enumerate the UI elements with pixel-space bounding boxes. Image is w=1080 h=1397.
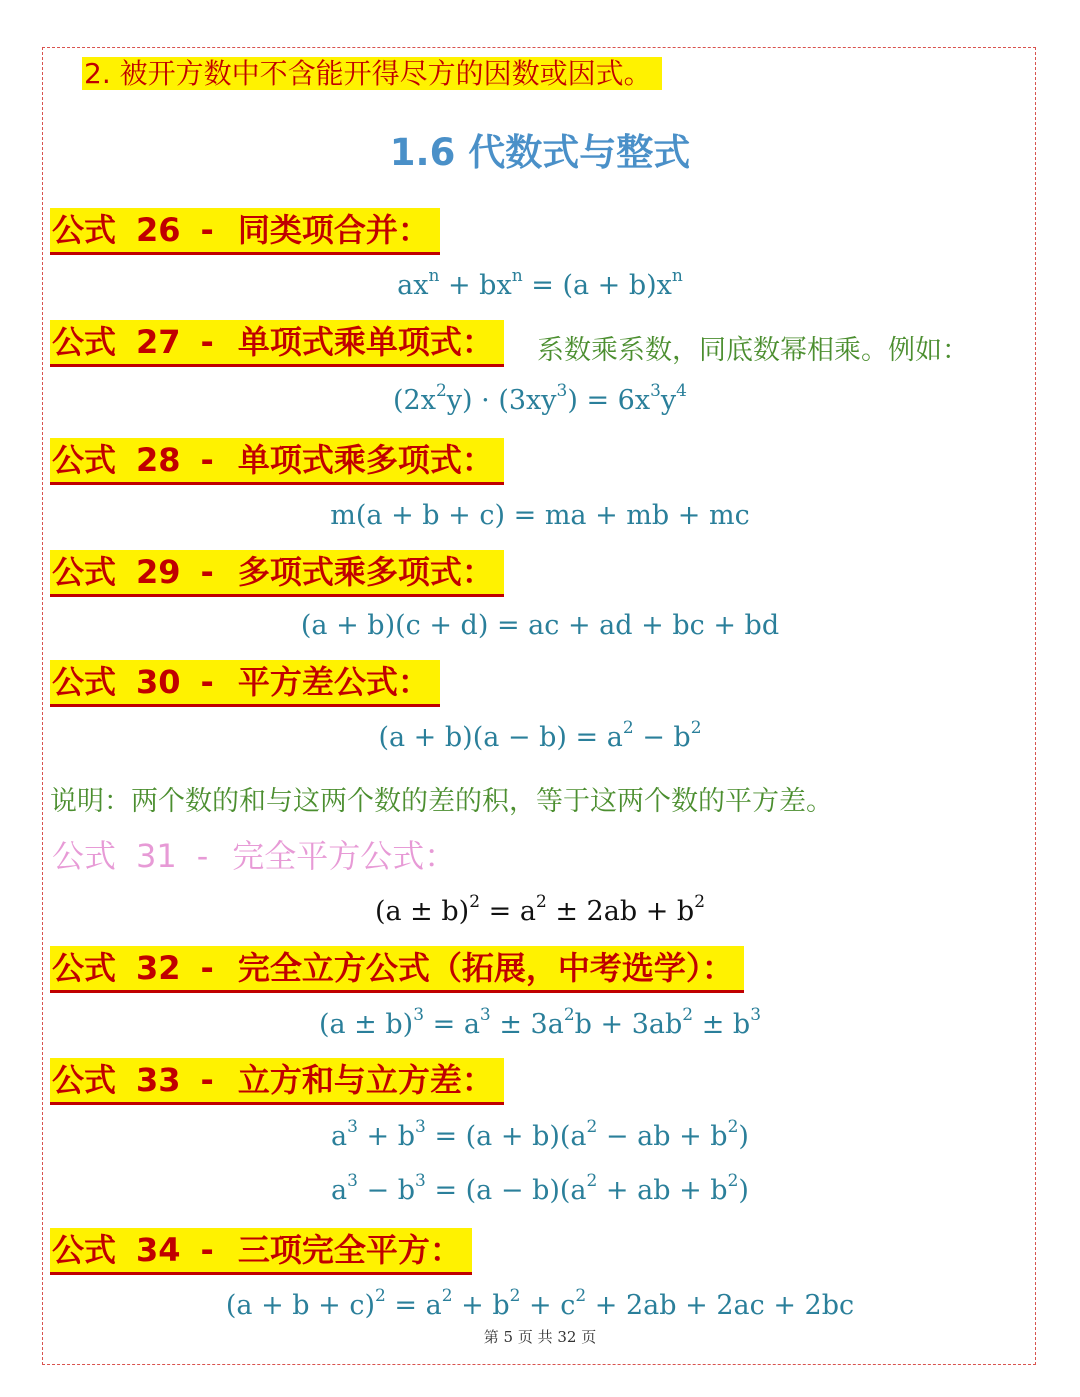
formula-27-heading (50, 320, 504, 367)
formula-number: 34 (136, 1231, 181, 1269)
formula-29-heading (50, 550, 504, 597)
formula-27-description: 系数乘系数，同底数幂相乘。例如： (537, 335, 969, 366)
page-footer: 第 5 页 共 32 页 (483, 1328, 597, 1346)
formula-dash: - (196, 837, 209, 875)
equation-26: $ax^n + bx^n = (a + b)x^n$ (397, 266, 683, 301)
formula-label: 公式 (52, 837, 117, 875)
formula-28-heading (50, 438, 504, 485)
formula-dash: - (200, 1231, 214, 1269)
formula-name: 多项式乘多项式： (237, 553, 494, 591)
formula-30-heading (50, 660, 440, 707)
formula-34-heading (50, 1228, 472, 1275)
equation-33-difference: $a^3 - b^3 = (a - b)(a^2$ + ab + $b^2$) (331, 1171, 749, 1206)
formula-number: 26 (136, 211, 181, 249)
formula-name: 单项式乘多项式： (237, 441, 494, 479)
formula-31-heading (50, 834, 466, 878)
section-title: 1.6 代数式与整式 (389, 131, 691, 174)
formula-number: 31 (136, 837, 177, 875)
formula-label: 公式 (52, 949, 117, 987)
formula-number: 30 (136, 663, 181, 701)
equation-30: $(a + b)(a - b) = a^2 - b^2$ (378, 718, 702, 753)
formula-dash: - (200, 211, 214, 249)
formula-dash: - (200, 441, 214, 479)
formula-name: 完全立方公式（拓展，中考选学）： (237, 949, 734, 987)
formula-label: 公式 (52, 663, 117, 701)
formula-name: 同类项合并： (237, 211, 430, 249)
formula-name: 三项完全平方： (237, 1231, 462, 1269)
formula-label: 公式 (52, 211, 117, 249)
note-item-2 (82, 50, 662, 98)
note-text: 2. 被开方数中不含能开得尽方的因数或因式。 (82, 57, 662, 90)
formula-label: 公式 (52, 441, 117, 479)
formula-dash: - (200, 1061, 214, 1099)
formula-dash: - (200, 949, 214, 987)
formula-number: 33 (136, 1061, 181, 1099)
formula-label: 公式 (52, 1061, 117, 1099)
formula-dash: - (200, 663, 214, 701)
formula-dash: - (200, 323, 214, 361)
formula-number: 29 (136, 553, 181, 591)
formula-number: 32 (136, 949, 181, 987)
formula-label: 公式 (52, 553, 117, 591)
formula-label: 公式 (52, 323, 117, 361)
formula-26-heading (50, 208, 440, 255)
equation-32: $(a \pm b)^3 = a^3 \pm 3a^2b + 3ab^2 \pm b^3$ (318, 1005, 762, 1040)
formula-number: 28 (136, 441, 181, 479)
formula-number: 27 (136, 323, 181, 361)
formula-32-heading (50, 946, 744, 993)
formula-name: 平方差公式： (237, 663, 430, 701)
formula-30-description: 说明：两个数的和与这两个数的差的积，等于这两个数的平方差。 (50, 786, 833, 817)
equation-33-sum: $a^3 + b^3 = (a + b)(a^2$ − ab + $b^2$) (331, 1117, 749, 1152)
formula-name: 立方和与立方差： (237, 1061, 494, 1099)
equation-31: $(a \pm b)^2 = a^2 \pm 2ab + b^2$ (374, 892, 706, 927)
equation-28: m(a + b + c) = ma + mb + mc (330, 500, 750, 531)
formula-name: 完全平方公式： (232, 837, 457, 875)
formula-name: 单项式乘单项式： (237, 323, 494, 361)
formula-33-heading (50, 1058, 504, 1105)
equation-34: $(a + b + c)^2 = a^2 + b^2 + c^2 + 2ab + 2ac + 2bc$ (225, 1286, 855, 1321)
formula-dash: - (200, 553, 214, 591)
equation-29: (a + b)(c + d) = ac + ad + bc + bd (300, 610, 780, 641)
formula-label: 公式 (52, 1231, 117, 1269)
equation-27: $(2x^2y) \cdot (3xy^3) = 6x^3y^4$ (393, 381, 687, 416)
